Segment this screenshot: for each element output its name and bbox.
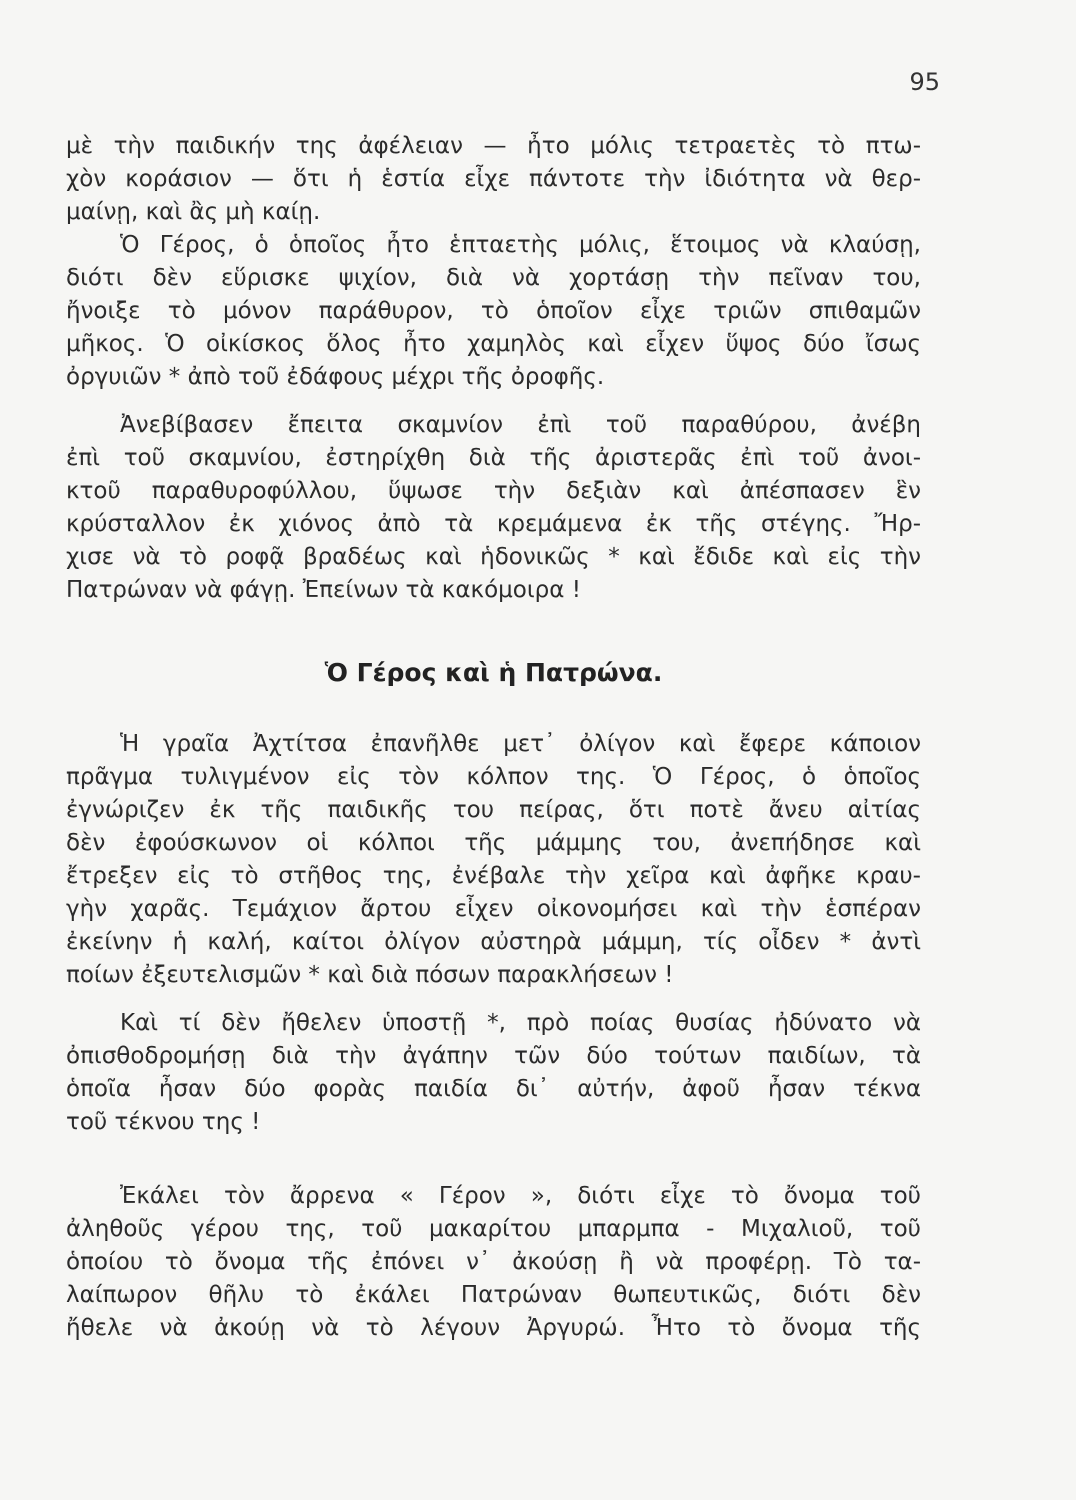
text-line: ὁποίου τὸ ὄνομα τῆς ἐπόνει ν᾽ ἀκούσῃ ἢ νὰ προφέρῃ. Τὸ τα- [66, 1249, 921, 1275]
text-line: ἀληθοῦς γέρου της, τοῦ μακαρίτου μπαρμπα - Μιχαλιοῦ, τοῦ [66, 1216, 921, 1242]
text-line: δὲν ἐφούσκωνον οἱ κόλποι τῆς μάμμης του, ἀνεπήδησε καὶ [66, 830, 921, 856]
text-line: διότι δὲν εὕρισκε ψιχίον, διὰ νὰ χορτάσῃ τὴν πεῖναν του, [66, 265, 921, 291]
text-line: Ὁ Γέρος, ὁ ὁποῖος ἦτο ἑπταετὴς μόλις, ἕτοιμος νὰ κλαύσῃ, [120, 232, 921, 258]
text-line: ἤθελε νὰ ἀκούῃ νὰ τὸ λέγουν Ἀργυρώ. Ἦτο τὸ ὄνομα τῆς [66, 1315, 921, 1341]
text-line: γὴν χαρᾶς. Τεμάχιον ἄρτου εἶχεν οἰκονομήσει καὶ τὴν ἑσπέραν [66, 896, 921, 922]
text-line: ἐκείνην ἡ καλή, καίτοι ὀλίγον αὐστηρὰ μάμμη, τίς οἶδεν * ἀντὶ [66, 929, 921, 955]
text-line: χὸν κοράσιον — ὅτι ἡ ἑστία εἶχε πάντοτε τὴν ἰδιότητα νὰ θερ- [66, 166, 921, 192]
text-line: Ἐκάλει τὸν ἄρρενα « Γέρον », διότι εἶχε τὸ ὄνομα τοῦ [120, 1183, 921, 1209]
text-line: μαίνῃ, καὶ ἂς μὴ καίῃ. [66, 199, 321, 225]
text-line: ἐπὶ τοῦ σκαμνίου, ἐστηρίχθη διὰ τῆς ἀριστερᾶς ἐπὶ τοῦ ἀνοι- [66, 445, 921, 471]
text-line: μῆκος. Ὁ οἰκίσκος ὅλος ἦτο χαμηλὸς καὶ εἶχεν ὕψος δύο ἴσως [66, 331, 921, 357]
text-line: κτοῦ παραθυροφύλλου, ὕψωσε τὴν δεξιὰν καὶ ἀπέσπασεν ἓν [66, 478, 921, 504]
text-line: Ἡ γραῖα Ἀχτίτσα ἐπανῆλθε μετ᾽ ὀλίγον καὶ ἔφερε κάποιον [120, 731, 921, 757]
text-line: ἔτρεξεν εἰς τὸ στῆθος της, ἐνέβαλε τὴν χεῖρα καὶ ἀφῆκε κραυ- [66, 863, 921, 889]
text-line: τοῦ τέκνου της ! [66, 1109, 261, 1135]
text-line: Ἀνεβίβασεν ἔπειτα σκαμνίον ἐπὶ τοῦ παραθύρου, ἀνέβη [120, 412, 921, 438]
page-number: 95 [909, 68, 940, 96]
text-line: χισε νὰ τὸ ροφᾷ βραδέως καὶ ἡδονικῶς * καὶ ἔδιδε καὶ εἰς τὴν [66, 544, 921, 570]
text-line: ὁποῖα ἦσαν δύο φορὰς παιδία δι᾽ αὐτήν, ἀφοῦ ἦσαν τέκνα [66, 1076, 921, 1102]
text-line: πρᾶγμα τυλιγμένον εἰς τὸν κόλπον της. Ὁ Γέρος, ὁ ὁποῖος [66, 764, 921, 790]
text-line: ἐγνώριζεν ἐκ τῆς παιδικῆς του πείρας, ὅτι ποτὲ ἄνευ αἰτίας [66, 797, 921, 823]
section-heading: Ὁ Γέρος καὶ ἡ Πατρώνα. [324, 658, 663, 687]
text-line: ὀργυιῶν * ἀπὸ τοῦ ἐδάφους μέχρι τῆς ὀροφῆς. [66, 364, 605, 390]
text-line: λαίπωρον θῆλυ τὸ ἐκάλει Πατρώναν θωπευτικῶς, διότι δὲν [66, 1282, 921, 1308]
text-line: Πατρώναν νὰ φάγῃ. Ἐπείνων τὰ κακόμοιρα ! [66, 577, 581, 603]
text-line: κρύσταλλον ἐκ χιόνος ἀπὸ τὰ κρεμάμενα ἐκ τῆς στέγης. Ἤρ- [66, 511, 921, 537]
text-line: ἤνοιξε τὸ μόνον παράθυρον, τὸ ὁποῖον εἶχε τριῶν σπιθαμῶν [66, 298, 921, 324]
text-line: ποίων ἐξευτελισμῶν * καὶ διὰ πόσων παρακλήσεων ! [66, 962, 674, 988]
text-line: ὀπισθοδρομήσῃ διὰ τὴν ἀγάπην τῶν δύο τούτων παιδίων, τὰ [66, 1043, 921, 1069]
text-line: μὲ τὴν παιδικήν της ἀφέλειαν — ἦτο μόλις τετραετὲς τὸ πτω- [66, 133, 921, 159]
text-line: Καὶ τί δὲν ἤθελεν ὑποστῇ *, πρὸ ποίας θυσίας ἠδύνατο νὰ [120, 1010, 921, 1036]
